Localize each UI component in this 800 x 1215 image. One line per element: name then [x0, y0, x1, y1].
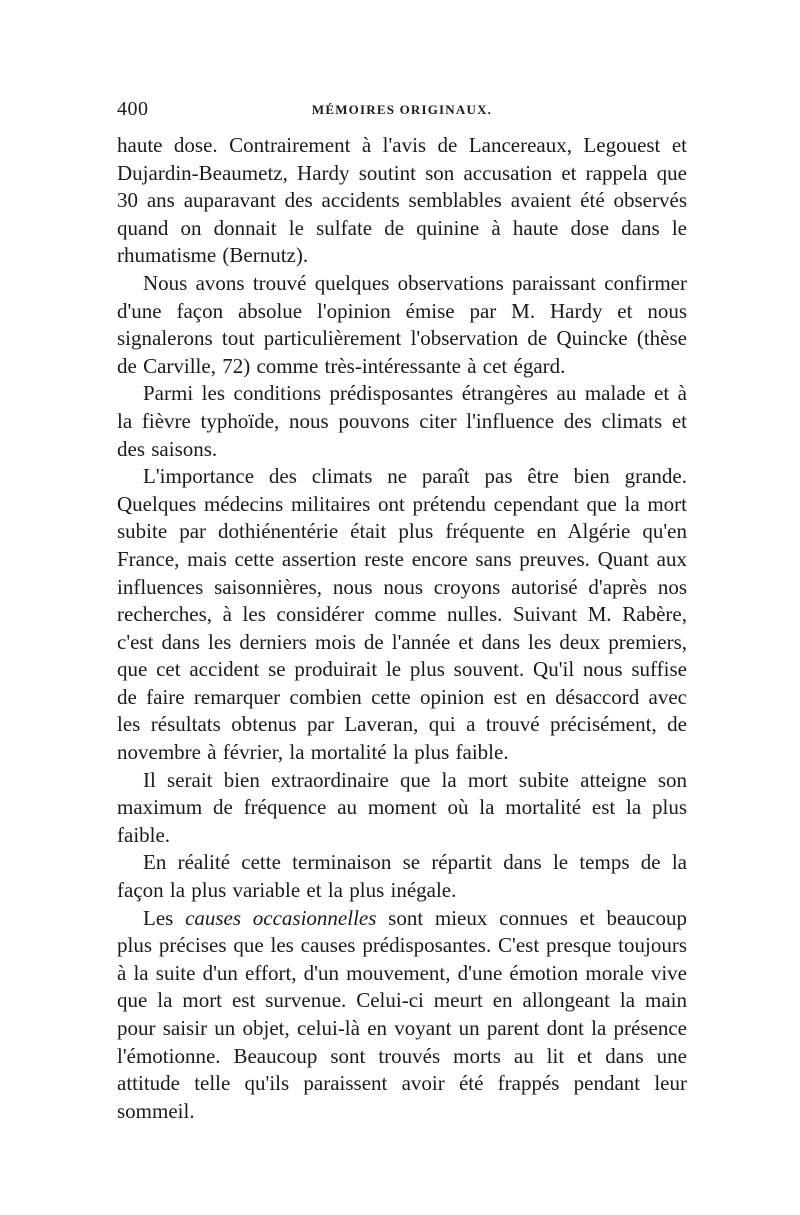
book-page — [117, 98, 687, 1125]
paragraph-climates-seasons: L'importance des climats ne paraît pas être bien grande. Quelques médecins militaires ont prétendu cependant que la mort subite par dothiénentérie était plus fréquente en Algérie qu'en France, mais cette assertion reste encore sans preuves. Quant aux influences saisonnières, nous nous croyons autorisé d'après nos recherches, à les considérer comme nulles. Suivant M. Rabère, c'est dans les derniers mois de l'année et dans les deux premiers, que cet accident se produirait le plus souvent. Qu'il nous suffise de faire remarquer combien cette opinion est en désaccord avec les résultats obtenus par Laveran, qui a trouvé précisément, de novembre à février, la mortalité la plus faible. — [117, 464, 687, 765]
running-title: MÉMOIRES ORIGINAUX. — [311, 102, 493, 117]
paragraph-rest: sont mieux connues et beaucoup plus précises que les causes prédisposantes. C'est presque toujours à la suite d'un effort, d'un mouvement, d'une émotion morale vive que la mort est survenue. Celui-ci meurt en allongeant la main pour saisir un objet, celui-là en voyant un parent dont la présence l'émotionne. Beaucoup sont trouvés morts au lit et dans une attitude telle qu'ils paraissent avoir été frappés pendant leur sommeil. — [117, 905, 687, 1123]
body-text — [117, 132, 687, 1125]
paragraph-continuation: haute dose. Contrairement à l'avis de Lancereaux, Legouest et Dujardin-Beaumetz, Hardy soutint son accusation et rappela que 30 ans auparavant des accidents semblables avaient été observés quand on donnait le sulfate de quinine à haute dose dans le rhumatisme (Bernutz). — [117, 133, 687, 268]
paragraph-distribution: En réalité cette terminaison se répartit dans le temps de la façon la plus variable et la plus inégale. — [117, 850, 687, 903]
paragraph-lead: Les — [143, 905, 186, 930]
running-head — [117, 98, 687, 124]
paragraph-observations: Nous avons trouvé quelques observations paraissant confirmer d'une façon absolue l'opinion émise par M. Hardy et nous signalerons tout particulièrement l'observation de Quincke (thèse de Carville, 72) comme très-intéressante à cet égard. — [117, 270, 687, 378]
page-number: 400 — [117, 98, 149, 120]
paragraph-occasional-causes — [117, 905, 687, 1126]
paragraph-maximum-frequency: Il serait bien extraordinaire que la mort subite atteigne son maximum de fréquence au moment où la mortalité est la plus faible. — [117, 767, 687, 847]
italic-term: causes occasionnelles — [185, 905, 377, 930]
paragraph-predisposing-conditions: Parmi les conditions prédisposantes étrangères au malade et à la fièvre typhoïde, nous pouvons citer l'influence des climats et des saisons. — [117, 381, 687, 461]
